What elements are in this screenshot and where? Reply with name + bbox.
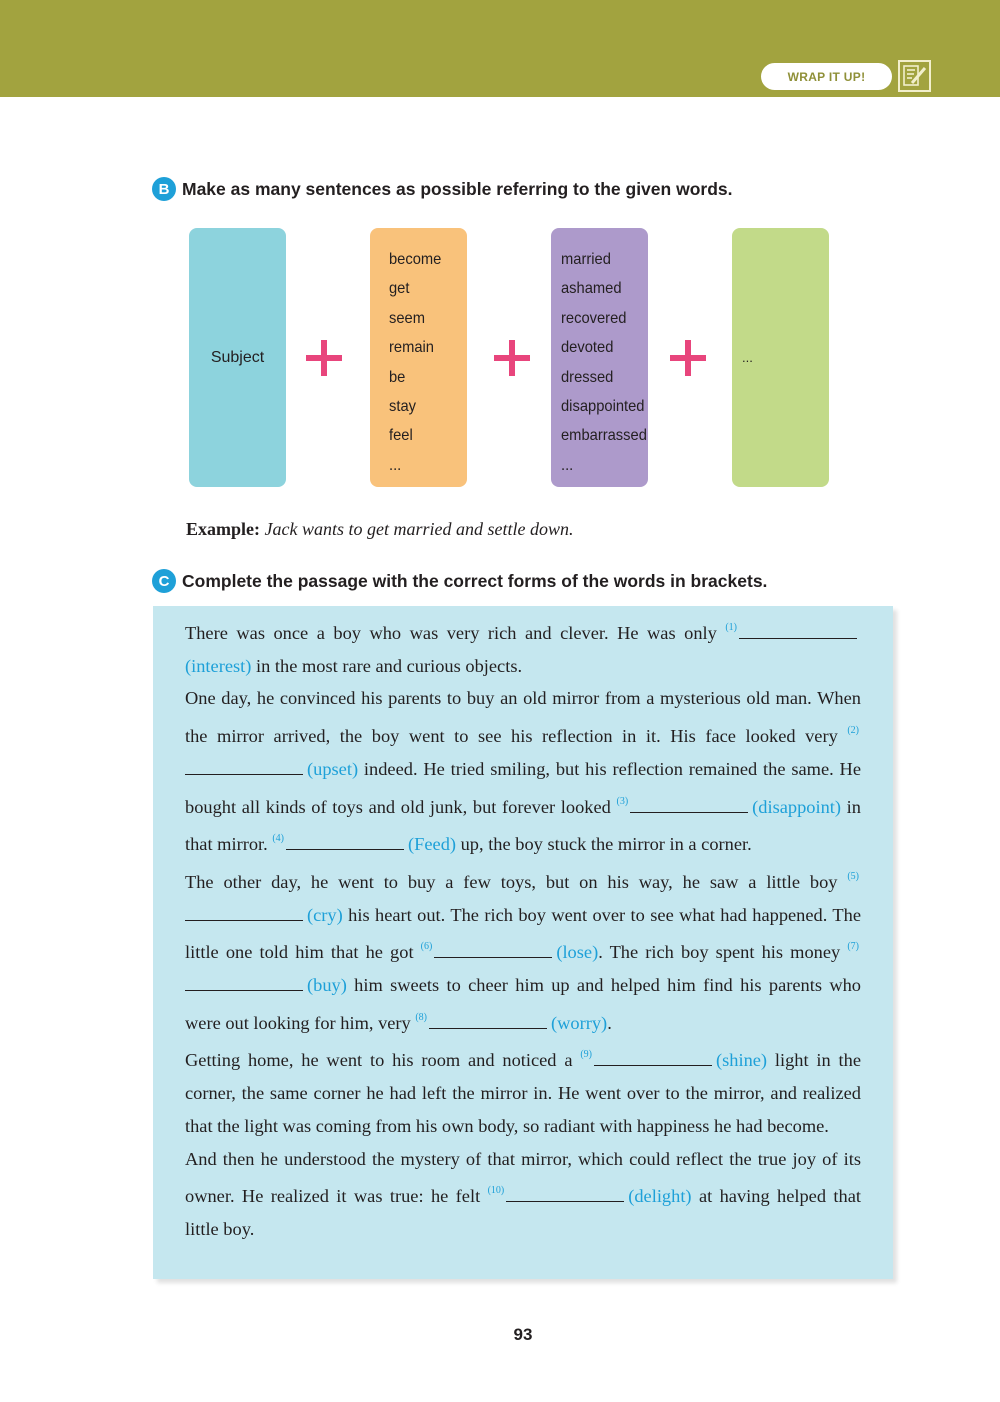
- blank-number: (2): [847, 725, 859, 737]
- blank-number: (4): [272, 833, 285, 845]
- word-item: ashamed: [561, 280, 622, 298]
- word-hint: (worry): [551, 1012, 608, 1033]
- subject-box: [189, 228, 286, 487]
- word-item: married: [561, 251, 611, 268]
- passage-text: [185, 612, 861, 1246]
- word-hint: (Feed): [408, 834, 457, 855]
- passage-text-run: And then he understood the mystery of that mirror, which could reflect the true joy of its owner. He realized it was true: he felt: [185, 1148, 861, 1207]
- blank-number: (6): [420, 941, 433, 953]
- word-hint: (delight): [628, 1186, 692, 1207]
- passage-paragraph: [185, 861, 861, 1040]
- adjectives-list: [561, 245, 647, 480]
- blank-number: (1): [725, 622, 737, 633]
- notepad-pencil-icon: [898, 60, 931, 92]
- passage-paragraph: [185, 1039, 861, 1142]
- passage-text-run: Getting home, he went to his room and noticed a: [185, 1050, 581, 1071]
- passage-text-run: There was once a boy who was very rich and clever. He was only: [185, 623, 726, 643]
- adjectives-box: [551, 228, 648, 487]
- passage-text-run: The other day, he went to buy a few toys, but on his way, he saw a little boy: [185, 871, 848, 892]
- passage-text-run: his heart out. The rich boy went over to see what had happened. The little one told him that he got: [185, 904, 861, 963]
- word-item: disappointed: [561, 397, 645, 415]
- passage-text-run: light in the corner, the same corner he had left the mirror in. He went over to the mirror, and realized that the light was coming from his own body, so radiant with happiness he had become.: [185, 1050, 861, 1136]
- word-item: become: [389, 251, 442, 268]
- blank-number: (9): [580, 1049, 592, 1061]
- passage-text-run: indeed. He tried smiling, but his reflection remained the same. He bought all kinds of toys and old junk, but forever looked: [185, 758, 861, 817]
- top-banner: [0, 0, 1000, 97]
- section-c-instruction: Complete the passage with the correct forms of the words in brackets.: [182, 570, 768, 591]
- plus-icon: [670, 340, 706, 376]
- passage-paragraph: [185, 682, 861, 861]
- word-item: embarrassed: [561, 427, 647, 445]
- answer-blank[interactable]: [594, 1051, 712, 1066]
- blank-number: (10): [487, 1185, 505, 1197]
- passage-text-run: at having helped that little boy.: [185, 1186, 861, 1239]
- section-c-heading: [152, 569, 767, 593]
- wrap-it-up-badge: WRAP IT UP!: [761, 63, 892, 90]
- word-hint: (interest): [185, 655, 252, 676]
- section-b-instruction: Make as many sentences as possible referring to the given words.: [182, 178, 733, 199]
- passage-text-run: . The rich boy spent his money: [598, 942, 848, 963]
- section-c-badge: C: [152, 569, 176, 593]
- answer-blank[interactable]: [506, 1187, 624, 1202]
- blank-number: (7): [847, 941, 859, 953]
- linking-verbs-list: [389, 245, 441, 480]
- word-item: seem: [389, 309, 425, 327]
- answer-blank[interactable]: [429, 1014, 547, 1029]
- answer-blank[interactable]: [185, 906, 303, 921]
- word-hint: (upset): [307, 758, 359, 779]
- word-item: devoted: [561, 339, 614, 357]
- word-item: stay: [389, 397, 416, 415]
- passage-text-run: up, the boy stuck the mirror in a corner.: [456, 834, 752, 855]
- passage-paragraph: [185, 612, 861, 682]
- passage-panel: [153, 606, 893, 1279]
- word-hint: (lose): [556, 942, 599, 963]
- word-hint: (buy): [307, 975, 347, 996]
- example-label: Example:: [186, 519, 260, 539]
- page-number: 93: [513, 1325, 533, 1344]
- blank-number: (3): [616, 795, 629, 807]
- word-item: feel: [389, 427, 413, 445]
- passage-text-run: in the most rare and curious objects.: [251, 655, 523, 676]
- blank-number: (8): [415, 1011, 428, 1023]
- word-item: remain: [389, 339, 434, 357]
- section-b-badge: B: [152, 177, 176, 201]
- answer-blank[interactable]: [286, 835, 404, 850]
- word-item: dressed: [561, 368, 614, 386]
- example-sentence: [186, 519, 573, 540]
- plus-icon: [494, 340, 530, 376]
- answer-blank[interactable]: [185, 976, 303, 991]
- passage-text-run: .: [607, 1012, 612, 1033]
- blank-number: (5): [847, 870, 859, 882]
- word-item: be: [389, 368, 406, 386]
- section-b-heading: [152, 177, 732, 201]
- word-item: ...: [389, 456, 402, 474]
- passage-paragraph: [185, 1143, 861, 1246]
- example-text: Jack wants to get married and settle down.: [264, 519, 574, 539]
- complement-box: [732, 228, 829, 487]
- subject-label: Subject: [210, 348, 265, 366]
- linking-verbs-box: [370, 228, 467, 487]
- passage-text-run: One day, he convinced his parents to buy an old mirror from a mysterious old man. When the mirror arrived, the boy went to see his reflection in it. His face looked very: [185, 688, 861, 747]
- word-hint: (disappoint): [752, 796, 842, 817]
- word-item: recovered: [561, 309, 627, 327]
- answer-blank[interactable]: [739, 624, 857, 639]
- answer-blank[interactable]: [630, 798, 748, 813]
- word-item: get: [389, 280, 410, 298]
- passage-text-run: in that mirror.: [185, 796, 861, 855]
- word-hint: (shine): [715, 1050, 768, 1071]
- answer-blank[interactable]: [185, 760, 303, 775]
- word-hint: (cry): [307, 904, 343, 925]
- passage-text-run: him sweets to cheer him up and helped him find his parents who were out looking for him, very: [185, 975, 861, 1033]
- complement-ellipsis: ...: [742, 350, 753, 365]
- word-item: ...: [561, 456, 574, 474]
- answer-blank[interactable]: [434, 943, 552, 958]
- plus-icon: [306, 340, 342, 376]
